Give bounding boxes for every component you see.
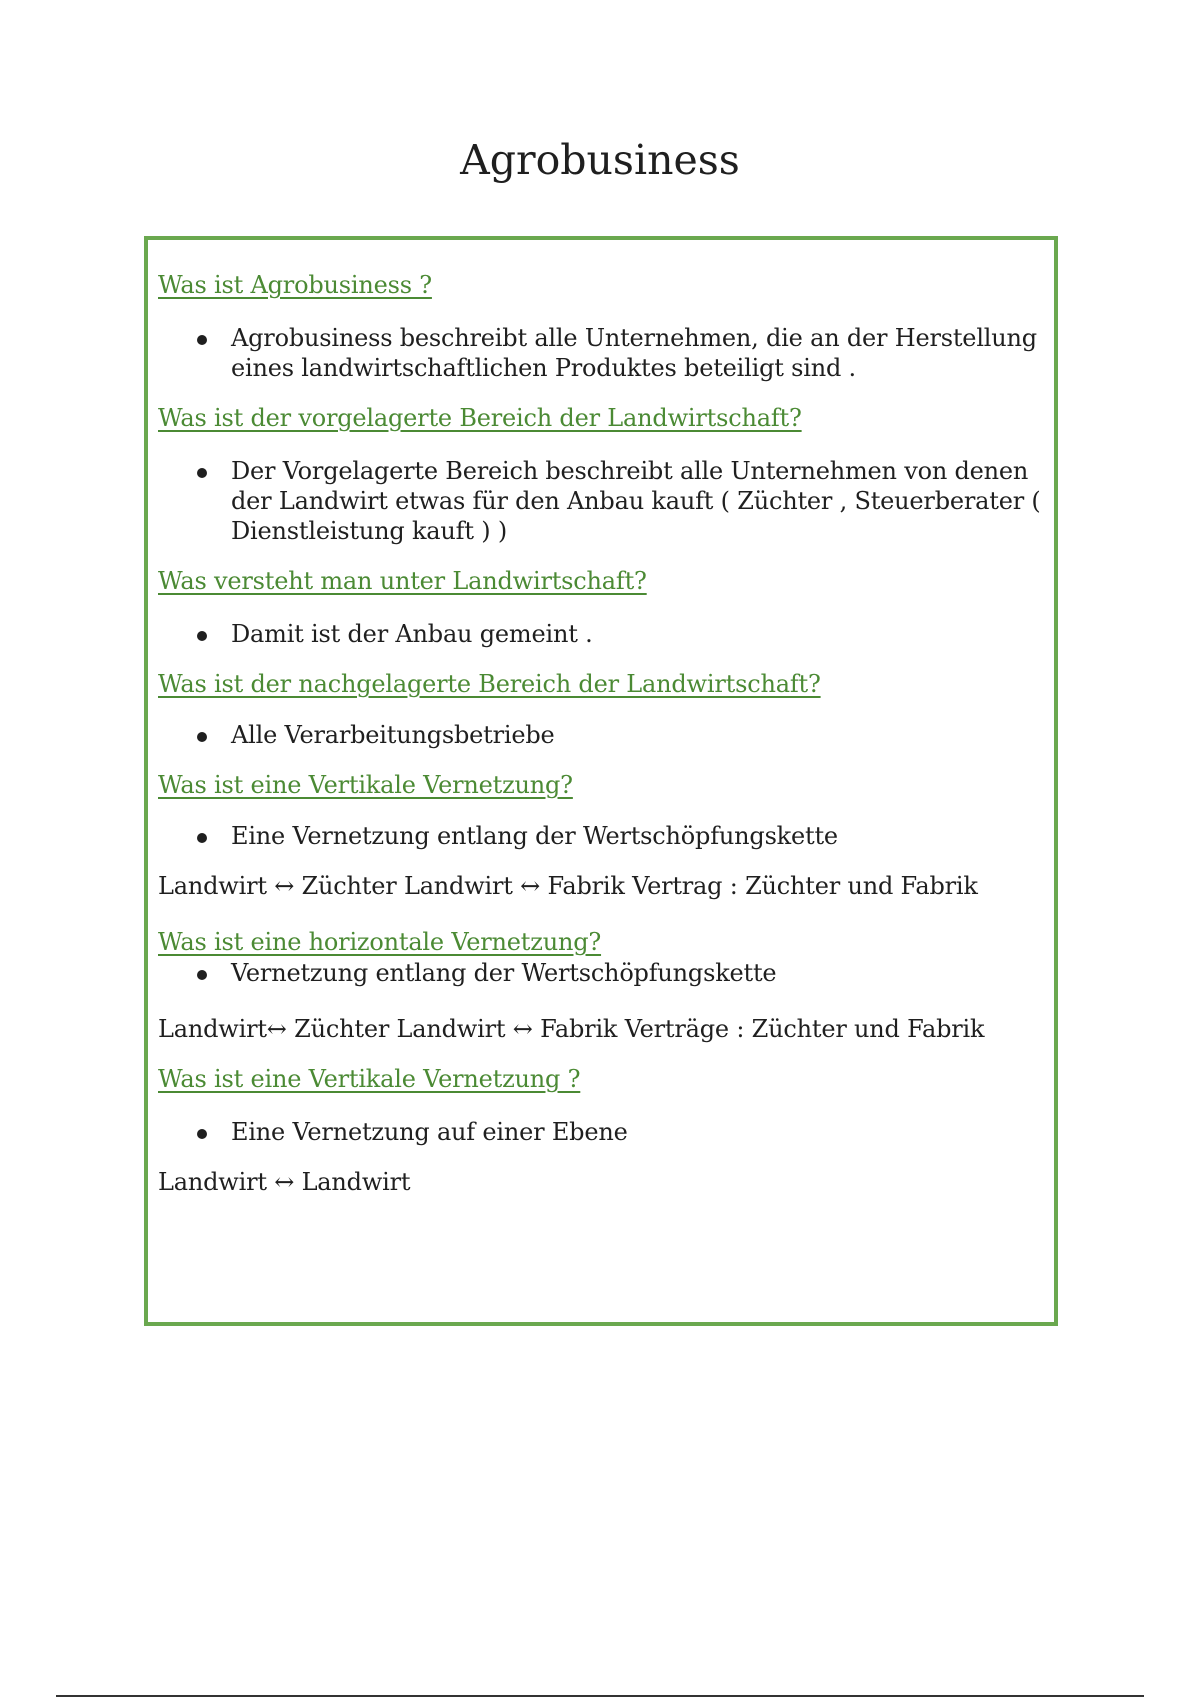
question-heading: Was ist der nachgelagerte Bereich der Landwirtschaft? — [158, 670, 821, 698]
bullet-item — [158, 1117, 1044, 1147]
bullet-list — [158, 958, 1044, 988]
bullet-text: Damit ist der Anbau gemeint . — [231, 620, 593, 648]
content-box — [144, 236, 1058, 1326]
bullet-dot-icon — [197, 1129, 207, 1139]
relation-note: Landwirt ↔ Züchter Landwirt ↔ Fabrik Vertrag : Züchter und Fabrik — [158, 872, 978, 900]
bullet-list — [158, 619, 1044, 649]
question-heading: Was ist Agrobusiness ? — [158, 271, 432, 299]
bullet-dot-icon — [197, 833, 207, 843]
bullet-item — [158, 619, 1044, 649]
bullet-text: Alle Verarbeitungsbetriebe — [231, 721, 555, 749]
relation-note: Landwirt ↔ Landwirt — [158, 1168, 411, 1196]
bullet-dot-icon — [197, 335, 207, 345]
bullet-item — [158, 720, 1044, 750]
bullet-item — [158, 958, 1044, 988]
question-heading: Was ist der vorgelagerte Bereich der Landwirtschaft? — [158, 404, 802, 432]
question-heading: Was versteht man unter Landwirtschaft? — [158, 567, 647, 595]
question-heading: Was ist eine Vertikale Vernetzung? — [158, 771, 573, 799]
bullet-list — [158, 456, 1044, 546]
bullet-dot-icon — [197, 970, 207, 980]
bullet-text: Der Vorgelagerte Bereich beschreibt alle Unternehmen von denen der Landwirt etwas für den Anbau kauft ( Züchter , Steuerberater ( Dienstleistung kauft ) ) — [231, 457, 1041, 545]
bullet-text: Vernetzung entlang der Wertschöpfungskette — [231, 959, 777, 987]
bullet-dot-icon — [197, 732, 207, 742]
page-title: Agrobusiness — [460, 136, 740, 184]
bullet-item — [158, 821, 1044, 851]
bullet-dot-icon — [197, 631, 207, 641]
relation-note: Landwirt↔ Züchter Landwirt ↔ Fabrik Verträge : Züchter und Fabrik — [158, 1015, 985, 1043]
question-heading: Was ist eine Vertikale Vernetzung ? — [158, 1065, 581, 1093]
bullet-list — [158, 323, 1044, 383]
bullet-item — [158, 323, 1044, 383]
bullet-list — [158, 720, 1044, 750]
bullet-text: Agrobusiness beschreibt alle Unternehmen, die an der Herstellung eines landwirtschaftlichen Produktes beteiligt sind . — [231, 324, 1037, 382]
bullet-item — [158, 456, 1044, 546]
question-heading: Was ist eine horizontale Vernetzung? — [158, 928, 602, 956]
bullet-dot-icon — [197, 468, 207, 478]
bullet-list — [158, 1117, 1044, 1147]
bullet-text: Eine Vernetzung auf einer Ebene — [231, 1118, 628, 1146]
bottom-divider — [56, 1695, 1144, 1697]
bullet-list — [158, 821, 1044, 851]
bullet-text: Eine Vernetzung entlang der Wertschöpfungskette — [231, 822, 838, 850]
